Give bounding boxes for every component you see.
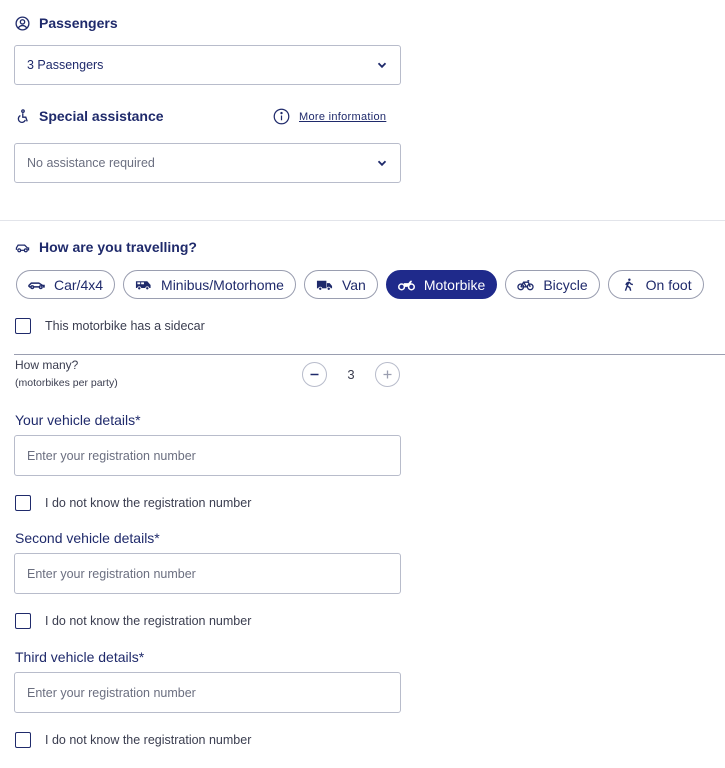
vehicle-3-unknown-label: I do not know the registration number (45, 733, 252, 747)
passengers-title: Passengers (39, 15, 118, 31)
travel-heading (15, 239, 197, 255)
decrease-button[interactable] (302, 362, 327, 387)
quantity-stepper (302, 362, 400, 387)
vehicle-1-registration-input[interactable] (14, 435, 401, 476)
travel-option-label: On foot (645, 276, 692, 293)
vehicle-2-unknown-label: I do not know the registration number (45, 614, 252, 628)
vehicle-1-unknown-label: I do not know the registration number (45, 496, 252, 510)
assistance-title: Special assistance (39, 108, 164, 124)
accessibility-icon (15, 109, 30, 124)
vehicle-1-label: Your vehicle details* (15, 412, 141, 428)
section-divider (0, 220, 725, 221)
vehicle-3-unknown-checkbox[interactable] (15, 732, 31, 748)
car-icon (28, 279, 45, 291)
travel-option-label: Bicycle (543, 276, 588, 293)
travel-option-label: Car/4x4 (54, 276, 104, 293)
how-many-sublabel: (motorbikes per party) (15, 377, 118, 389)
minus-icon (309, 369, 320, 380)
how-many-group (15, 358, 118, 389)
vehicle-3-registration-input[interactable] (14, 672, 401, 713)
travel-option-minibus[interactable] (123, 270, 296, 299)
quantity-value: 3 (347, 367, 355, 382)
vehicle-3-label: Third vehicle details* (15, 649, 145, 665)
more-information[interactable] (273, 108, 386, 125)
vehicle-2-label: Second vehicle details* (15, 530, 160, 546)
how-many-label: How many? (15, 358, 79, 372)
assistance-heading (15, 108, 164, 124)
travel-option-label: Motorbike (423, 276, 486, 293)
travel-option-label: Van (341, 276, 366, 293)
how-many-divider (14, 354, 725, 355)
more-information-link[interactable]: More information (299, 110, 387, 123)
sidecar-checkbox[interactable] (15, 318, 31, 334)
passengers-selected-value: 3 Passengers (27, 58, 104, 72)
sidecar-option (15, 318, 205, 334)
vehicle-1-unknown-option (15, 495, 251, 511)
bicycle-icon (517, 279, 534, 291)
travel-option-bicycle[interactable] (505, 270, 599, 299)
travel-option-van[interactable] (304, 270, 378, 299)
travel-option-car[interactable] (16, 270, 115, 299)
chevron-down-icon (376, 59, 388, 71)
minibus-icon (135, 279, 152, 291)
travel-option-motorbike[interactable] (386, 270, 497, 299)
user-circle-icon (15, 16, 30, 31)
travel-title: How are you travelling? (39, 239, 197, 255)
vehicle-2-registration-input[interactable] (14, 553, 401, 594)
chevron-down-icon (376, 157, 388, 169)
motorbike-icon (398, 279, 415, 291)
passengers-heading (15, 15, 118, 31)
passengers-select[interactable] (14, 45, 401, 85)
sidecar-label: This motorbike has a sidecar (45, 319, 205, 333)
vehicle-3-unknown-option (15, 732, 251, 748)
travel-option-label: Minibus/Motorhome (161, 276, 284, 293)
vehicle-2-unknown-option (15, 613, 251, 629)
van-icon (316, 279, 333, 291)
plus-icon (382, 369, 393, 380)
increase-button[interactable] (375, 362, 400, 387)
car-outline-icon (15, 240, 30, 255)
vehicle-2-unknown-checkbox[interactable] (15, 613, 31, 629)
travel-mode-options (16, 270, 704, 299)
assistance-select[interactable] (14, 143, 401, 183)
vehicle-1-unknown-checkbox[interactable] (15, 495, 31, 511)
walking-icon (620, 278, 637, 292)
info-icon (273, 108, 290, 125)
assistance-selected-value: No assistance required (27, 156, 155, 170)
travel-option-on-foot[interactable] (608, 270, 704, 299)
